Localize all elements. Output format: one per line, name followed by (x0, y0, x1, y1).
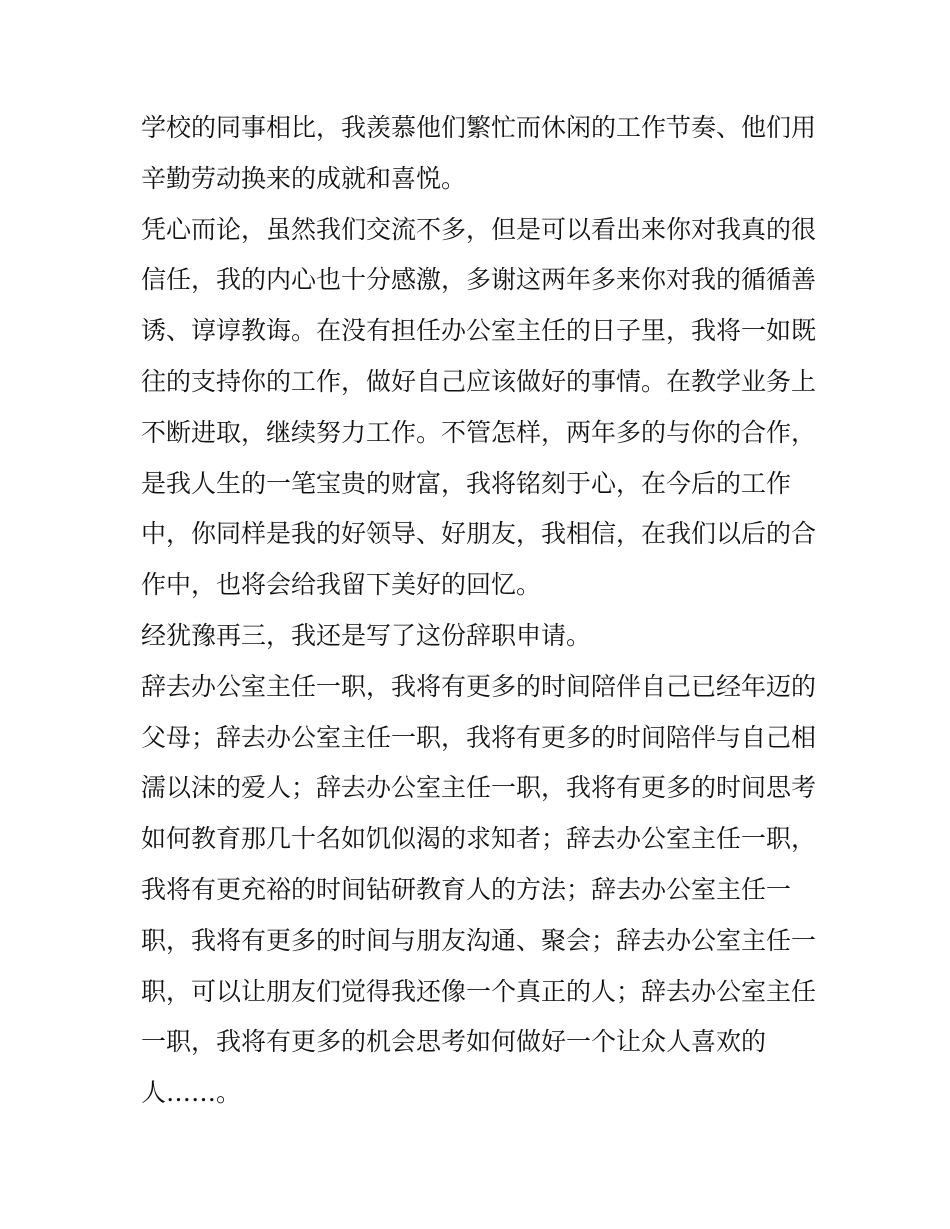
text-line: 一职，我将有更多的机会思考如何做好一个让众人喜欢的 (141, 1027, 767, 1057)
text-line: 经犹豫再三，我还是写了这份辞职申请。 (141, 620, 592, 650)
text-line: 凭心而论，虽然我们交流不多，但是可以看出来你对我真的很 (141, 214, 816, 244)
text-line: 职，我将有更多的时间与朋友沟通、聚会；辞去办公室主任一 (141, 925, 816, 955)
text-line: 如何教育那几十名如饥似渴的求知者；辞去办公室主任一职， (141, 824, 816, 854)
text-line: 职，可以让朋友们觉得我还像一个真正的人；辞去办公室主任 (141, 976, 816, 1006)
text-line: 是我人生的一笔宝贵的财富，我将铭刻于心，在今后的工作 (141, 468, 792, 498)
text-line: 信任，我的内心也十分感激，多谢这两年多来你对我的循循善 (141, 265, 816, 295)
document-body (141, 103, 816, 1119)
text-line: 学校的同事相比，我羡慕他们繁忙而休闲的工作节奏、他们用 (141, 113, 816, 142)
text-line: 人……。 (141, 1078, 242, 1108)
text-line: 诱、谆谆教诲。在没有担任办公室主任的日子里，我将一如既 (141, 316, 816, 346)
text-line: 濡以沫的爱人；辞去办公室主任一职，我将有更多的时间思考 (141, 773, 816, 803)
text-line: 辞去办公室主任一职，我将有更多的时间陪伴自己已经年迈的 (141, 671, 816, 701)
text-line: 父母；辞去办公室主任一职，我将有更多的时间陪伴与自己相 (141, 722, 816, 752)
text-line: 往的支持你的工作，做好自己应该做好的事情。在教学业务上 (141, 366, 816, 396)
text-line: 我将有更充裕的时间钻研教育人的方法；辞去办公室主任一 (141, 874, 792, 904)
text-line: 不断进取，继续努力工作。不管怎样，两年多的与你的合作， (141, 417, 816, 447)
text-line: 辛勤劳动换来的成就和喜悦。 (141, 163, 467, 193)
text-line: 中，你同样是我的好领导、好朋友，我相信，在我们以后的合 (141, 519, 816, 549)
text-line: 作中，也将会给我留下美好的回忆。 (141, 570, 542, 600)
